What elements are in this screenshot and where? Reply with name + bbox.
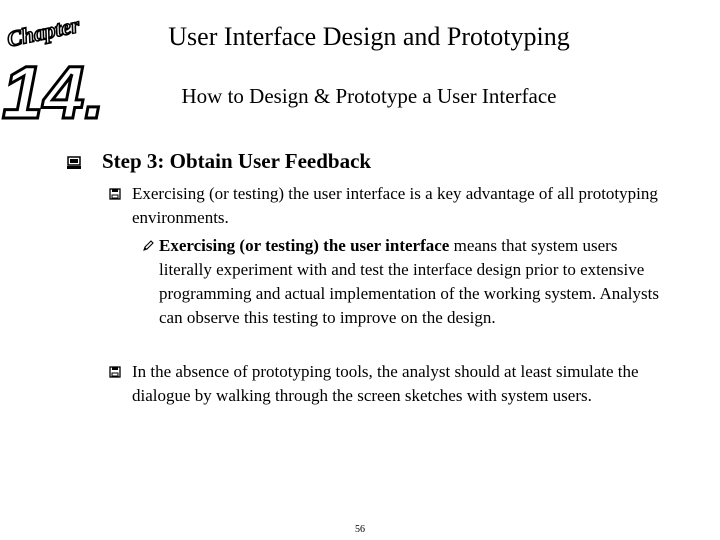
- list-item-text: Exercising (or testing) the user interface is a key advantage of all prototyping environments.: [132, 184, 658, 227]
- list-item-text: means that system users literally experiment with and test the interface design prior to extensive programming and actual implementation of the working system. Analysts can observe this testing to improve on the design.: [159, 236, 659, 327]
- logo-chapter-number: 14.: [2, 51, 105, 130]
- section-heading: Step 3: Obtain User Feedback: [102, 149, 372, 173]
- logo-chapter-word: Chapter: [4, 12, 82, 52]
- list-item: [159, 234, 664, 330]
- list-item: [132, 182, 680, 230]
- list-item: [132, 360, 680, 408]
- chapter-logo: [0, 0, 110, 130]
- page-title: User Interface Design and Prototyping: [168, 22, 570, 51]
- list-item-text: In the absence of prototyping tools, the analyst should at least simulate the dialogue by walking through the screen sketches with system users.: [132, 362, 639, 405]
- disk-bullet-icon: [109, 188, 121, 200]
- page-subtitle: How to Design & Prototype a User Interface: [181, 84, 557, 108]
- pencil-bullet-icon: [142, 240, 154, 252]
- computer-bullet-icon: [67, 156, 81, 170]
- disk-bullet-icon: [109, 366, 121, 378]
- page-number: 56: [355, 524, 365, 535]
- definition-term: Exercising (or testing) the user interface: [159, 236, 450, 255]
